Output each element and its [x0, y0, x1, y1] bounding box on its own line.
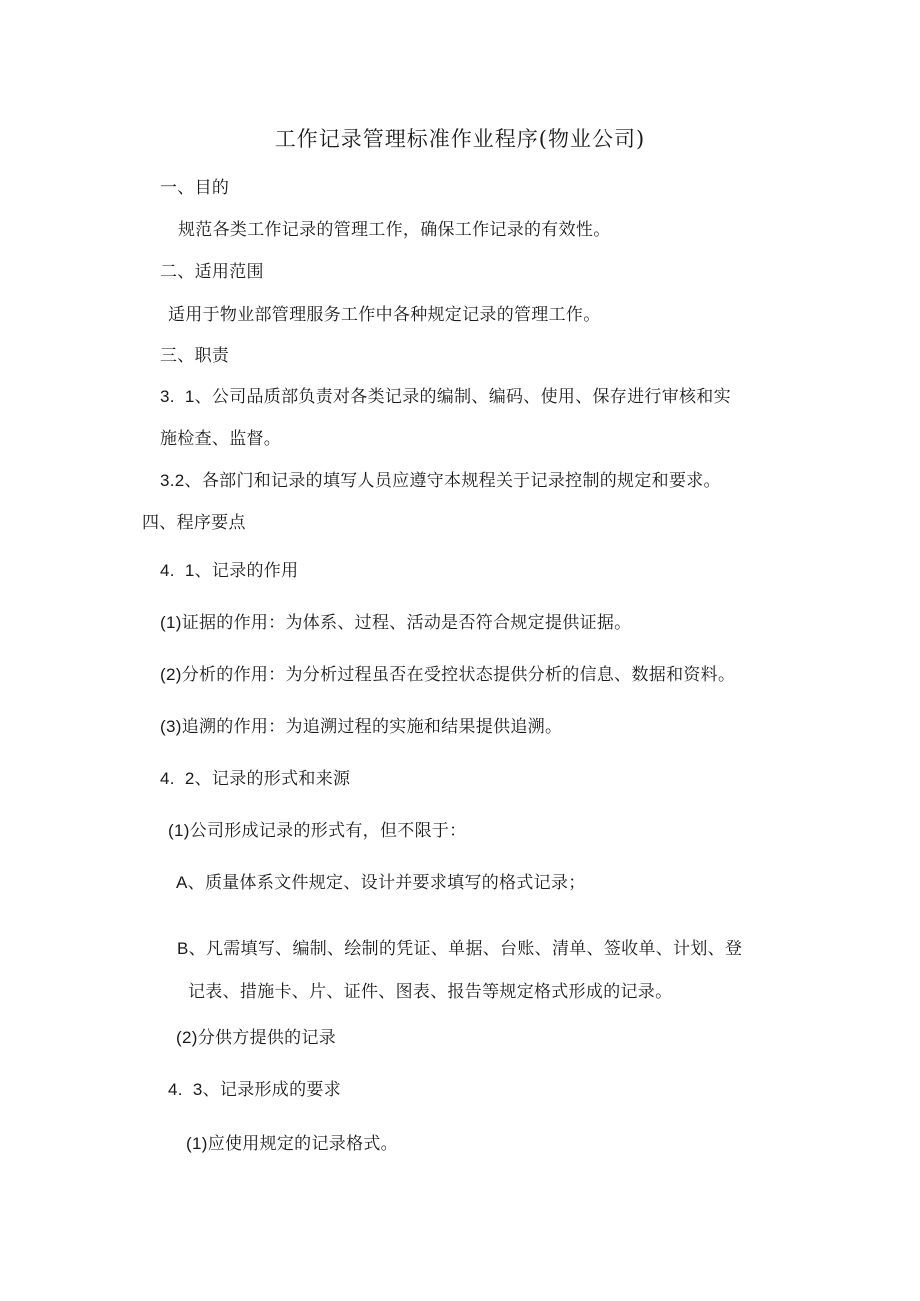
- responsibility-item-2: [160, 470, 721, 492]
- record-role-2-number: (2): [160, 665, 182, 684]
- record-form-b-letter: B: [177, 939, 189, 958]
- record-role-1-text: 证据的作用：为体系、过程、活动是否符合规定提供证据。: [181, 613, 632, 633]
- record-form-b-text: 、凡需填写、编制、绘制的凭证、单据、台账、清单、签收单、计划、登: [188, 939, 743, 959]
- record-role-3-number: (3): [160, 717, 182, 736]
- record-form-b: [177, 938, 742, 960]
- record-role-2: [160, 664, 735, 686]
- record-role-3-text: 追溯的作用：为追溯过程的实施和结果提供追溯。: [181, 717, 563, 737]
- record-role-2-text: 分析的作用：为分析过程虽否在受控状态提供分析的信息、数据和资料。: [181, 665, 736, 685]
- record-form-b-continuation: 记表、措施卡、片、证件、图表、报告等规定格式形成的记录。: [188, 982, 673, 1002]
- section-purpose-body: 规范各类工作记录的管理工作，确保工作记录的有效性。: [178, 220, 611, 240]
- subsection-4-1-number: 4. 1: [160, 561, 195, 580]
- responsibility-item-1-text: 、公司品质部负责对各类记录的编制、编码、使用、保存进行审核和实: [194, 387, 731, 407]
- responsibility-item-1: [160, 386, 731, 408]
- section-scope-heading: 二、适用范围: [160, 262, 264, 282]
- record-form-1: [168, 820, 467, 842]
- record-requirement-1: [186, 1133, 398, 1155]
- responsibility-item-1-number: 3. 1: [160, 387, 195, 406]
- section-purpose-heading: 一、目的: [160, 178, 230, 198]
- responsibility-item-1-continuation: 施检查、监督。: [160, 429, 282, 449]
- subsection-4-3-number: 4. 3: [168, 1080, 203, 1099]
- record-form-2-text: 分供方提供的记录: [197, 1028, 337, 1048]
- record-role-1: [160, 612, 632, 634]
- subsection-4-3-text: 、记录形成的要求: [202, 1080, 341, 1100]
- subsection-4-2-number: 4. 2: [160, 769, 195, 788]
- record-form-a: [176, 872, 586, 894]
- record-role-3: [160, 716, 562, 738]
- subsection-4-2-heading: [160, 768, 350, 790]
- record-form-2: [176, 1027, 336, 1049]
- record-form-1-text: 公司形成记录的形式有，但不限于：: [189, 821, 467, 841]
- section-responsibilities-heading: 三、职责: [160, 346, 230, 366]
- responsibility-item-2-text: 、各部门和记录的填写人员应遵守本规程关于记录控制的规定和要求。: [184, 471, 721, 491]
- record-form-a-letter: A: [176, 873, 188, 892]
- responsibility-item-2-number: 3.2: [160, 471, 185, 490]
- record-form-a-text: 、质量体系文件规定、设计并要求填写的格式记录；: [187, 873, 586, 893]
- subsection-4-3-heading: [168, 1079, 341, 1101]
- record-requirement-1-number: (1): [186, 1134, 208, 1153]
- record-requirement-1-text: 应使用规定的记录格式。: [207, 1134, 398, 1154]
- document-title: 工作记录管理标准作业程序(物业公司): [274, 127, 646, 151]
- section-scope-body: 适用于物业部管理服务工作中各种规定记录的管理工作。: [168, 305, 601, 325]
- record-form-1-number: (1): [168, 821, 190, 840]
- section-procedure-heading: 四、程序要点: [142, 513, 246, 533]
- subsection-4-2-text: 、记录的形式和来源: [194, 769, 351, 789]
- record-role-1-number: (1): [160, 613, 182, 632]
- record-form-2-number: (2): [176, 1028, 198, 1047]
- subsection-4-1-text: 、记录的作用: [194, 561, 299, 581]
- subsection-4-1-heading: [160, 560, 298, 582]
